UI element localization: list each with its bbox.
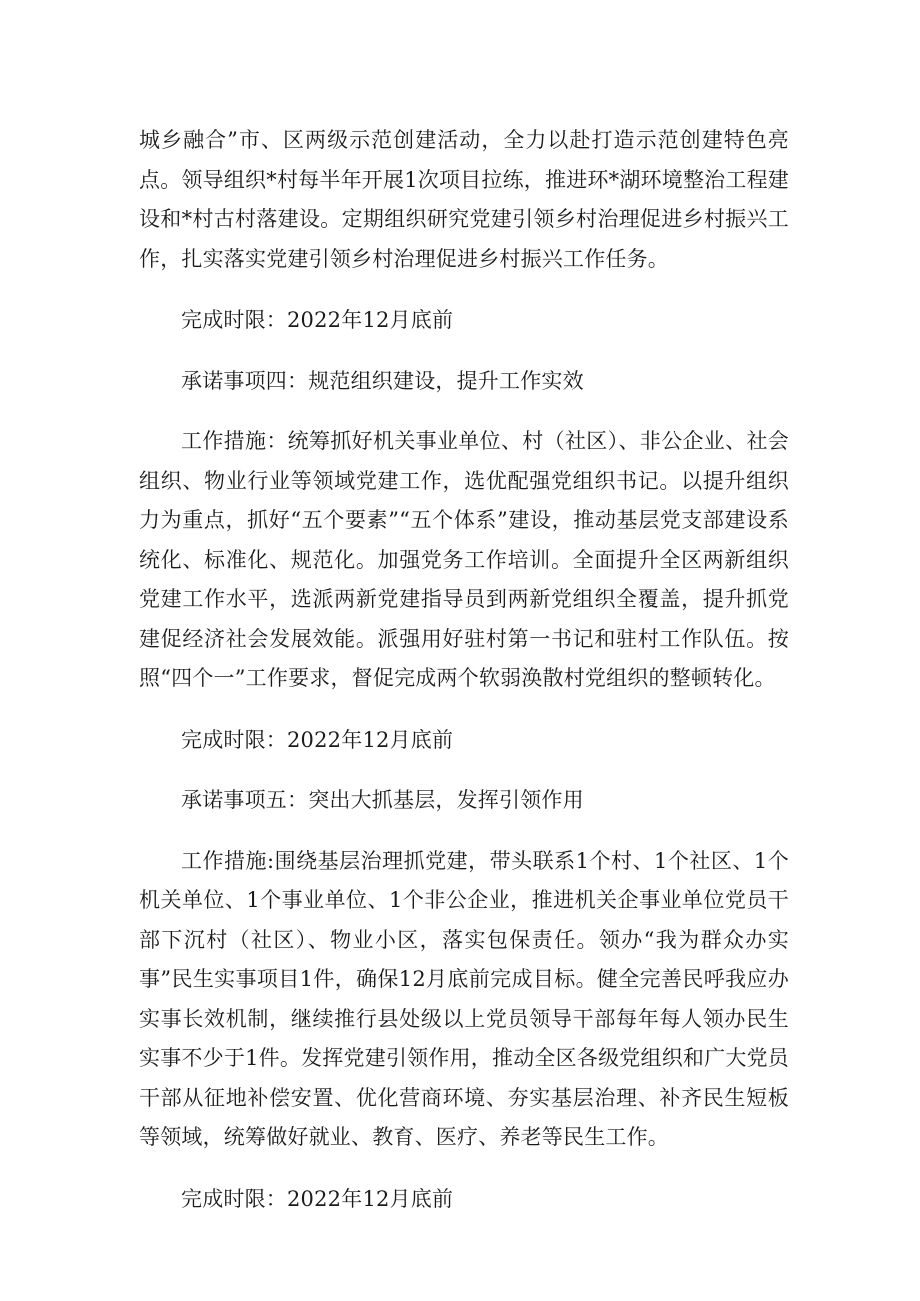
document-page [139, 121, 789, 1219]
work-measures-paragraph: 工作措施：统筹抓好机关事业单位、村（社区）、非公企业、社会组织、物业行业等领域党建工作，选优配强党组织书记。以提升组织力为重点，抓好“五个要素”“五个体系”建设，推动基层党支部建设系统化、标准化、规范化。加强党务工作培训。全面提升全区两新组织党建工作水平，选派两新党建指导员到两新党组织全覆盖，提升抓党建促经济社会发展效能。派强用好驻村第一书记和驻村工作队伍。按照“四个一”工作要求，督促完成两个软弱涣散村党组织的整顿转化。 [139, 429, 789, 690]
commitment-heading-five: 承诺事项五：突出大抓基层，发挥引领作用 [181, 788, 584, 812]
commitment-heading-four: 承诺事项四：规范组织建设，提升工作实效 [181, 368, 584, 393]
work-measures-paragraph: 工作措施:围绕基层治理抓党建，带头联系1个村、1个社区、1个机关单位、1个事业单位、1个非公企业，推进机关企事业单位党员干部下沉村（社区）、物业小区，落实包保责任。领办“我为群众办实事”民生实事项目1件，确保12月底前完成目标。健全完善民呼我应办实事长效机制，继续推行县处级以上党员领导干部每年每人领办民生实事不少于1件。发挥党建引领作用，推动全区各级党组织和广大党员干部从征地补偿安置、优化营商环境、夯实基层治理、补齐民生短板等领域，统筹做好就业、教育、医疗、养老等民生工作。 [139, 848, 789, 1149]
deadline-paragraph: 完成时限：2022年12月底前 [181, 727, 454, 752]
deadline-paragraph: 完成时限：2022年12月底前 [181, 1186, 454, 1211]
deadline-paragraph: 完成时限：2022年12月底前 [181, 308, 454, 332]
body-paragraph-continuation: 城乡融合”市、区两级示范创建活动，全力以赴打造示范创建特色亮点。领导组织*村每半年开展1次项目拉练，推进环*湖环境整治工程建设和*村古村落建设。定期组织研究党建引领乡村治理促进乡村振兴工作，扎实落实党建引领乡村治理促进乡村振兴工作任务。 [139, 128, 789, 271]
